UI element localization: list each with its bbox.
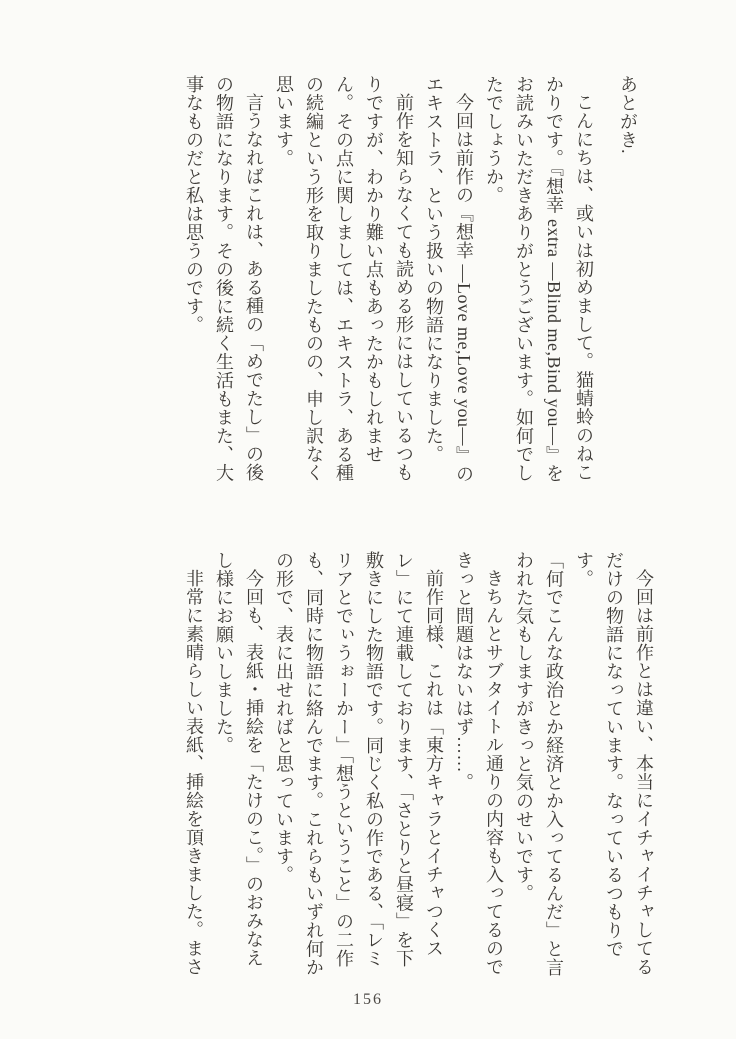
paragraph: 前作同様、これは「東方キャラとイチャつくスレ」にて連載しております、「さとりと昼寝」を下敷きにした物語です。同じく私の作である、「レミリアとでぃうぉーかー」「想うということ」の二作も、同時に物語に絡んでます。これらもいずれ何かの形で、表に出せればと思っています。 [274, 551, 444, 977]
paragraph: 今回も、表紙・挿絵を「たけのこ。」のおみなえし様にお願いしました。 [214, 551, 264, 967]
paragraph: 今回は前作とは違い、本当にイチャイチャしてるだけの物語になっています。なっているつもりです。 [574, 551, 654, 976]
paragraph: きちんとサブタイトル通りの内容も入ってるのできっと問題はないはず……。 [454, 551, 504, 976]
paragraph: 前作を知らなくても読める形にはしているつもりですが、わかり難い点もあったかもしれません。その点に関しましては、エキストラ、ある種の続編という形を取りましたものの、申し訳なく思います。 [274, 75, 414, 482]
paragraph: 言うなればこれは、ある種の「めでたし」の後の物語になります。その後に続く生活もまた、大事なものだと私は思うのです。 [184, 75, 264, 482]
paragraph: こんにちは、或いは初めまして。猫蜻蛉のねこかりです。『想幸 extra ―Blind me,Bind you―』をお読みいただきありがとうございます。如何でしたでしょうか。 [484, 75, 594, 483]
afterword-heading: あとがき. [618, 75, 638, 154]
paragraph: 非常に素晴らしい表紙、挿絵を頂きました。まさ [184, 569, 204, 976]
page-number: 156 [353, 991, 383, 1008]
afterword-section-top [179, 75, 643, 491]
paragraph: 今回は前作の『想幸 ―Love me,Love you―』のエキストラ、という扱いの物語になりました。 [424, 75, 474, 483]
afterword-section-bottom [179, 551, 659, 983]
paragraph: 「何でこんな政治とか経済とか入ってるんだ」と言われた気もしますがきっと気のせいです。 [514, 551, 564, 977]
